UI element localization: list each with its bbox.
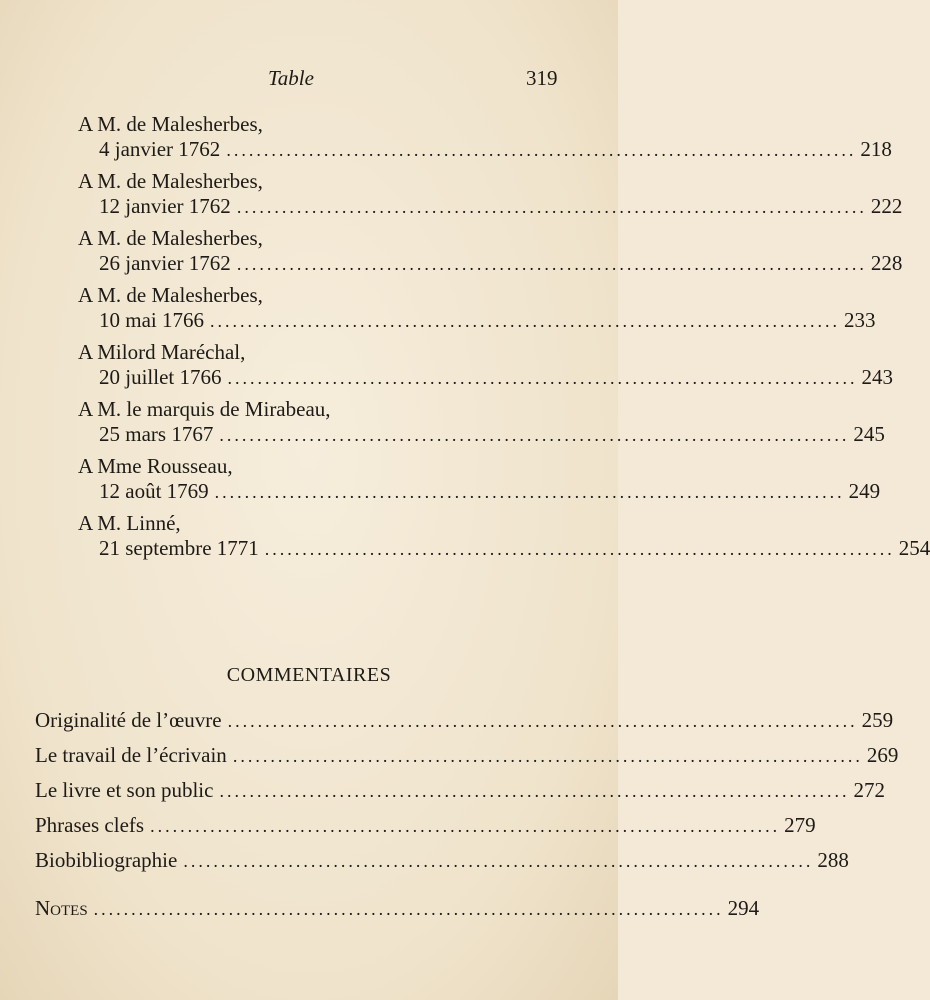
letters-list (0, 112, 930, 568)
dot-leader: .................................................................................... (219, 425, 850, 445)
entry-page-number: 269 (866, 743, 899, 767)
entry-page-number: 245 (853, 422, 885, 446)
toc-entry (35, 778, 885, 813)
entry-recipient: A M. Linné, (78, 511, 181, 535)
dot-leader: .................................................................................... (210, 311, 840, 331)
entry-date: 4 janvier 1762 (99, 137, 221, 161)
entry-date: 20 juillet 1766 (99, 365, 222, 389)
dot-leader: .................................................................................... (232, 746, 863, 766)
entry-label: Phrases clefs (35, 813, 145, 837)
entry-date: 12 janvier 1762 (99, 194, 231, 218)
toc-entry (35, 743, 899, 778)
entry-recipient: A Mme Rousseau, (78, 454, 233, 478)
entry-page-number: 228 (870, 251, 903, 275)
section-heading-commentaires: COMMENTAIRES (226, 664, 392, 686)
entry-recipient: A M. de Malesherbes, (78, 226, 263, 250)
toc-entry-notes (35, 896, 760, 921)
entry-page-number: 279 (784, 813, 816, 837)
entry-page-number: 218 (860, 137, 892, 161)
entry-label: Biobibliographie (35, 848, 178, 872)
dot-leader: .................................................................................... (236, 197, 867, 217)
entry-date: 25 mars 1767 (99, 422, 214, 446)
entry-recipient: A M. de Malesherbes, (78, 283, 263, 307)
dot-leader: .................................................................................... (183, 851, 814, 871)
toc-entry (35, 813, 816, 848)
entry-page-number: 243 (861, 365, 893, 389)
entry-page-number: 233 (844, 308, 876, 332)
toc-entry (0, 454, 881, 511)
entry-label: Originalité de l’œuvre (35, 708, 222, 732)
running-header-page-number: 319 (526, 66, 558, 90)
entry-page-number: 249 (848, 479, 881, 503)
dot-leader: .................................................................................... (150, 816, 781, 836)
entry-recipient: A Milord Maréchal, (78, 340, 246, 364)
running-header-title: Table (268, 66, 314, 90)
dot-leader: .................................................................................... (93, 899, 724, 919)
toc-entry (0, 283, 876, 340)
toc-entry (0, 226, 903, 283)
toc-entry (0, 511, 930, 568)
dot-leader: .................................................................................... (219, 781, 850, 801)
dot-leader: .................................................................................... (214, 482, 845, 502)
entry-date: 21 septembre 1771 (99, 536, 259, 560)
entry-label: Le livre et son public (35, 778, 214, 802)
entry-page-number: 222 (870, 194, 903, 218)
entry-label: Notes (35, 896, 88, 920)
commentaires-list (35, 708, 899, 883)
entry-recipient: A M. le marquis de Mirabeau, (78, 397, 331, 421)
entry-page-number: 254 (898, 536, 930, 560)
entry-page-number: 259 (861, 708, 894, 732)
dot-leader: .................................................................................... (264, 539, 895, 559)
dot-leader: .................................................................................... (226, 140, 857, 160)
entry-label: Le travail de l’écrivain (35, 743, 227, 767)
toc-entry (0, 397, 885, 454)
toc-entry (0, 112, 892, 169)
entry-page-number: 294 (727, 896, 760, 920)
dot-leader: .................................................................................... (227, 368, 858, 388)
entry-date: 10 mai 1766 (99, 308, 204, 332)
dot-leader: .................................................................................... (227, 711, 858, 731)
toc-entry (35, 708, 894, 743)
dot-leader: .................................................................................... (236, 254, 867, 274)
entry-page-number: 288 (817, 848, 849, 872)
entry-date: 26 janvier 1762 (99, 251, 231, 275)
toc-entry (35, 848, 849, 883)
toc-entry (0, 169, 903, 226)
entry-recipient: A M. de Malesherbes, (78, 112, 263, 136)
toc-entry (0, 340, 893, 397)
entry-date: 12 août 1769 (99, 479, 209, 503)
entry-page-number: 272 (853, 778, 885, 802)
entry-recipient: A M. de Malesherbes, (78, 169, 263, 193)
